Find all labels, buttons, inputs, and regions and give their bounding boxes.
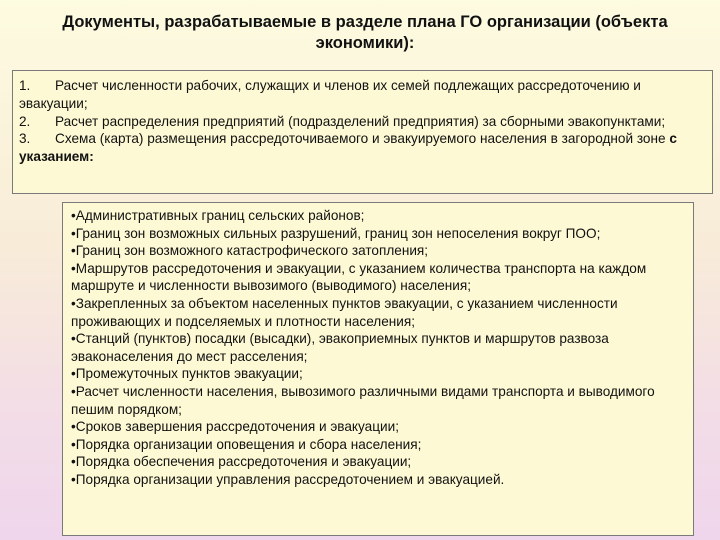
list-item: •Сроков завершения рассредоточения и эвакуации; <box>71 419 399 435</box>
documents-box <box>12 70 713 194</box>
page-title: Документы, разрабатываемые в разделе плана ГО организации (объекта экономики): <box>62 13 668 52</box>
list-item: •Промежуточных пунктов эвакуации; <box>71 366 303 382</box>
list-item <box>19 130 704 166</box>
list-item: •Административных границ сельских районов; <box>71 208 365 223</box>
item-number: 2. <box>19 113 31 129</box>
item-text: Схема (карта) размещения рассредоточиваемого и эвакуируемого населения в загородной зоне <box>55 131 670 147</box>
list-item <box>19 77 704 113</box>
list-item: •Расчет численности населения, вывозимого различными видами транспорта и выводимого пешим порядком; <box>71 383 655 417</box>
indications-list <box>71 207 687 489</box>
list-item: •Порядка организации управления рассредоточением и эвакуацией. <box>71 471 505 487</box>
list-item: •Станций (пунктов) посадки (высадки), эвакоприемных пунктов и маршрутов развоза эваконаселения до мест расселения; <box>71 331 609 364</box>
list-item <box>19 113 704 131</box>
list-item: •Порядка обеспечения рассредоточения и эвакуации; <box>71 454 412 470</box>
list-item: •Маршрутов рассредоточения и эвакуации, с указанием количества транспорта на каждом маршруте и численности вывозимого (выводимого) населения; <box>71 260 647 294</box>
item-text: Расчет распределения предприятий (подразделений предприятия) за сборными эвакопунктами; <box>55 113 666 129</box>
list-item: •Границ зон возможных сильных разрушений, границ зон непоселения вокруг ПОО; <box>71 225 601 241</box>
list-item: •Порядка организации оповещения и сбора населения; <box>71 436 422 452</box>
list-item: •Закрепленных за объектом населенных пунктов эвакуации, с указанием численности проживающих и подселяемых и плотности населения; <box>71 295 618 329</box>
item-number: 3. <box>19 131 31 147</box>
item-number: 1. <box>19 78 31 93</box>
documents-list <box>19 77 704 166</box>
item-text: Расчет численности рабочих, служащих и членов их семей подлежащих рассредоточению и эвакуации; <box>19 78 641 111</box>
item-bold-suffix: с указанием: <box>19 131 677 165</box>
indications-box <box>62 202 694 536</box>
list-item: •Границ зон возможного катастрофического затопления; <box>71 243 429 259</box>
